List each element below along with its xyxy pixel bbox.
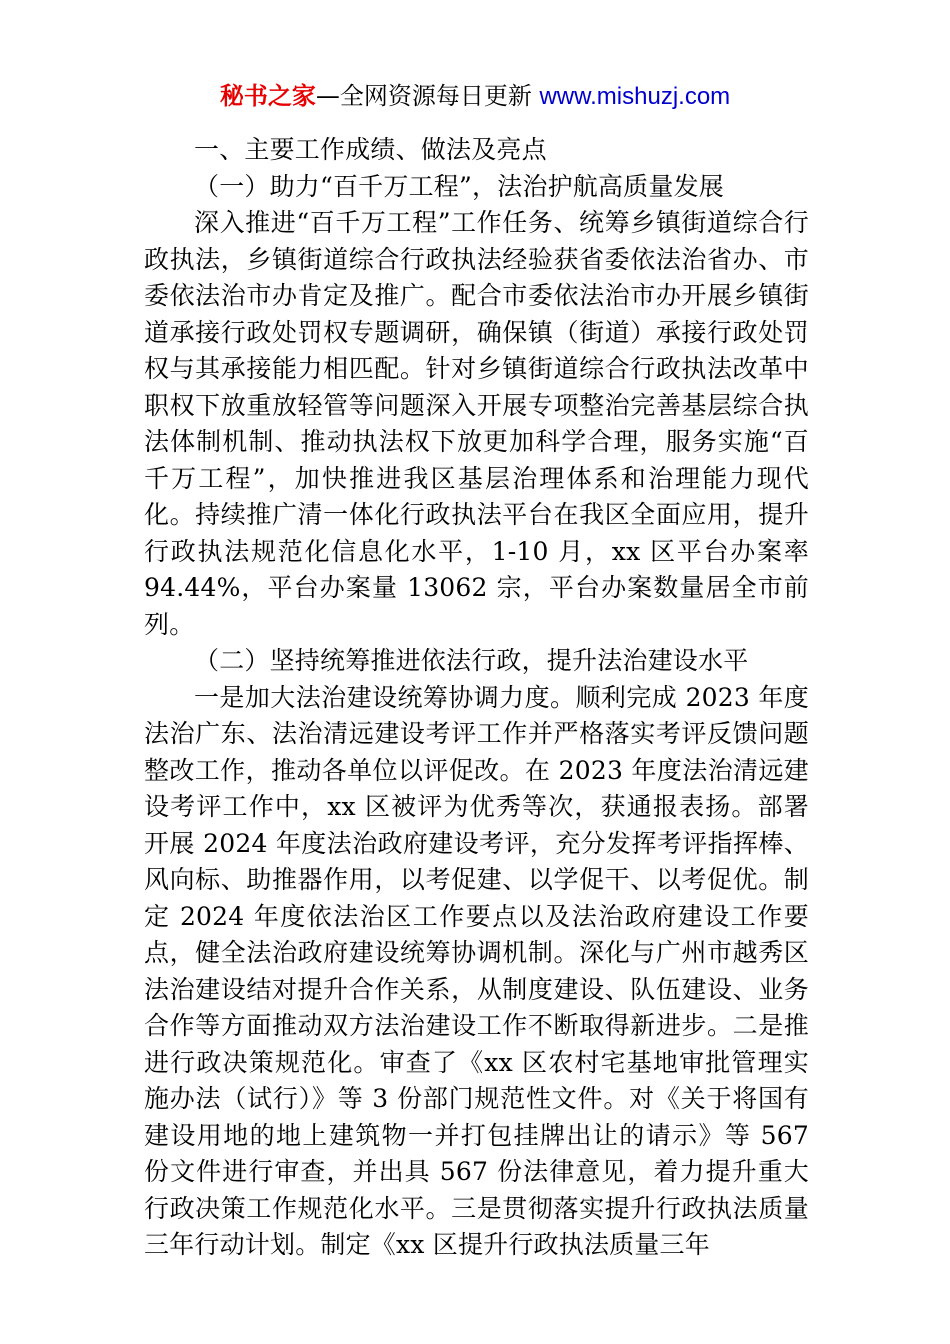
site-header [0,78,950,115]
body-paragraph-2: 一是加大法治建设统筹协调力度。顺利完成 2023 年度法治广东、法治清远建设考评工作并严格落实考评反馈问题整改工作，推动各单位以评促改。在 2023 年度法治清远建设考评工作中，xx 区被评为优秀等次，获通报表扬。部署开展 2024 年度法治政府建设考评，充分发挥考评指挥棒、风向标、助推器作用，以考促建、以学促干、以考促优。制定 2024 年度依法治区工作要点以及法治政府建设工作要点，健全法治政府建设统筹协调机制。深化与广州市越秀区法治建设结对提升合作关系，从制度建设、队伍建设、业务合作等方面推动双方法治建设工作不断取得新进步。二是推进行政决策规范化。审查了《xx 区农村宅基地审批管理实施办法（试行）》等 3 份部门规范性文件。对《关于将国有建设用地的地上建筑物一并打包挂牌出让的请示》等 567 份文件进行审查，并出具 567 份法律意见，着力提升重大行政决策工作规范化水平。三是贯彻落实提升行政执法质量三年行动计划。制定《xx 区提升行政执法质量三年 [144,682,809,1259]
subsection-heading-1: （一）助力“百千万工程”，法治护航高质量发展 [194,171,724,201]
brand-name: 秘书之家 [219,82,316,110]
site-url-link[interactable]: www.mishuzj.com [539,83,731,110]
document-body [144,132,809,1264]
section-heading: 一、主要工作成绩、做法及亮点 [194,135,547,164]
body-paragraph-1: 深入推进“百千万工程”工作任务、统筹乡镇街道综合行政执法，乡镇街道综合行政执法经验获省委依法治省办、市委依法治市办肯定及推广。配合市委依法治市办开展乡镇街道承接行政处罚权专题调研，确保镇（街道）承接行政处罚权与其承接能力相匹配。针对乡镇街道综合行政执法改革中职权下放重放轻管等问题深入开展专项整治完善基层综合执法体制机制、推动执法权下放更加科学合理，服务实施“百千万工程”，加快推进我区基层治理体系和治理能力现代化。持续推广清一体化行政执法平台在我区全面应用，提升行政执法规范化信息化水平，1-10 月，xx 区平台办案率 94.44%，平台办案量 13062 宗，平台办案数量居全市前列。 [144,208,809,639]
subsection-heading-2: （二）坚持统筹推进依法行政，提升法治建设水平 [194,646,749,675]
header-tagline: —全网资源每日更新 [315,82,540,110]
